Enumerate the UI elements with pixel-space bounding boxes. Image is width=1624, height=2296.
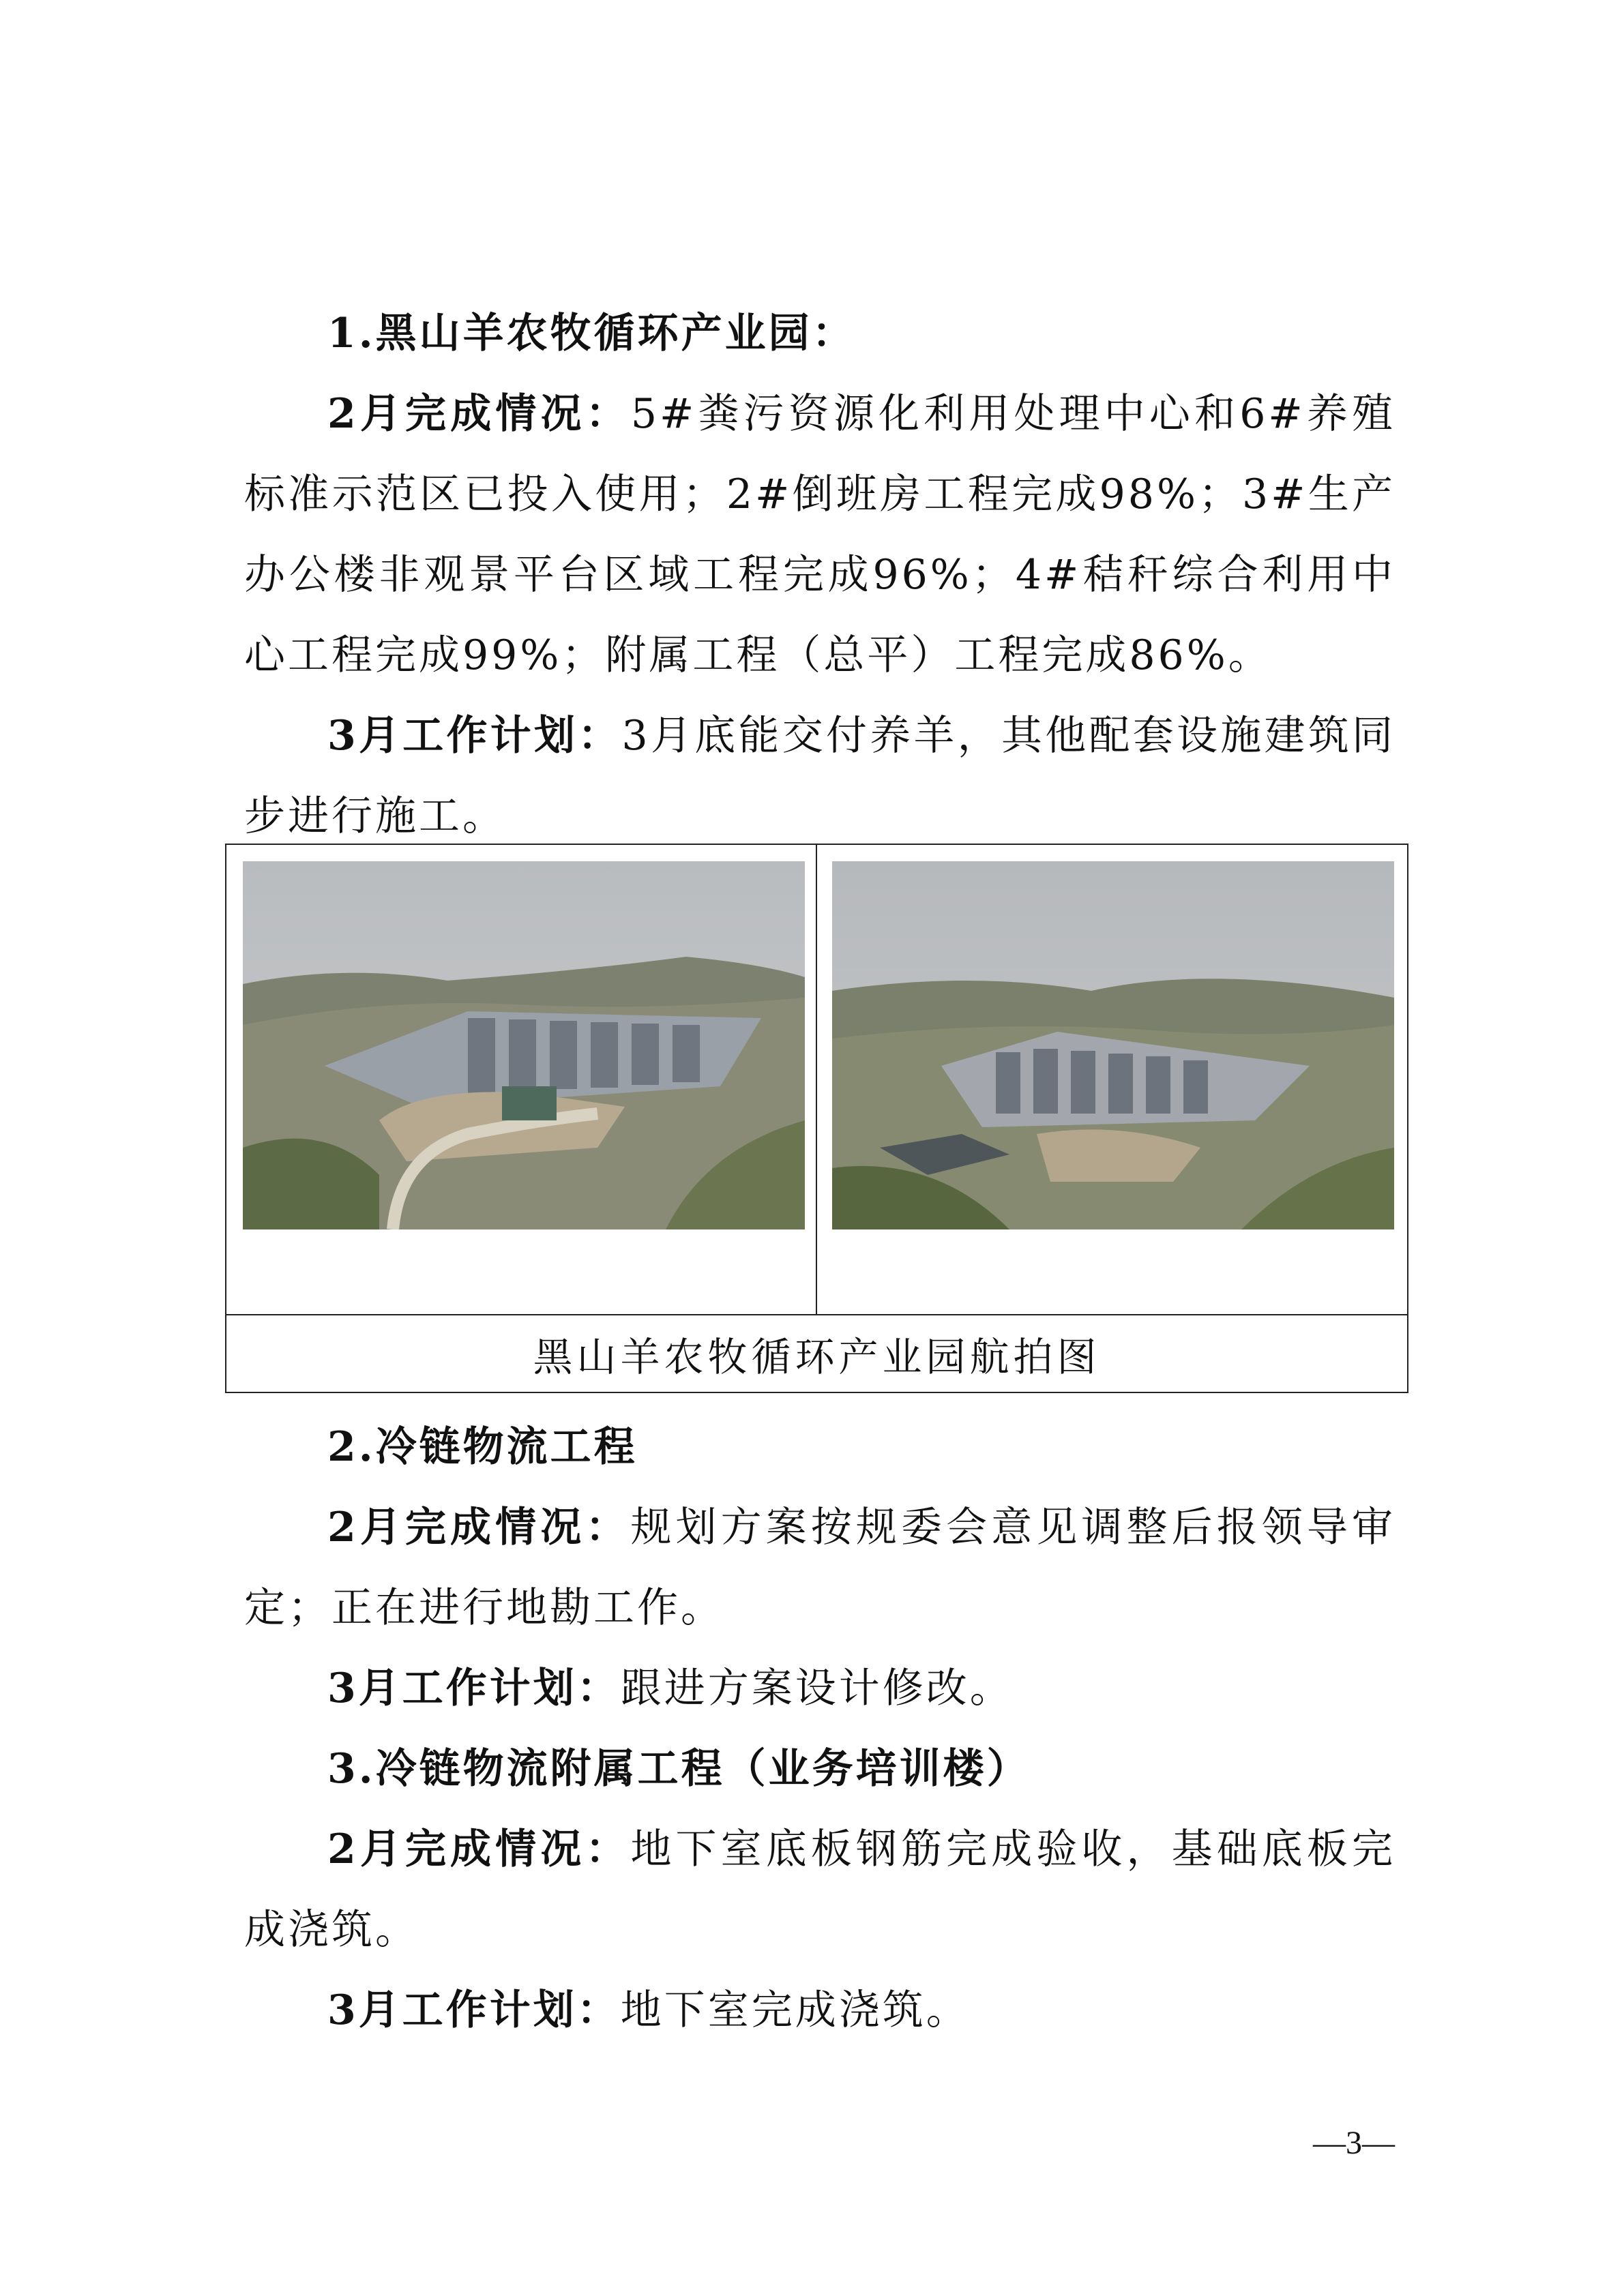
progress-text: 规划方案按规委会意见调整后报领导审定；正在进行地勘工作。	[244, 1504, 1396, 1632]
section-1-heading: 1.黑山羊农牧循环产业园：	[327, 310, 856, 357]
section-3-progress	[244, 1809, 1396, 1970]
plan-label: 3月工作计划：	[327, 1986, 621, 2034]
plan-label: 3月工作计划：	[327, 712, 622, 760]
progress-label: 2月完成情况：	[327, 1504, 631, 1551]
section-2-heading: 2.冷链物流工程	[327, 1423, 638, 1471]
progress-label: 2月完成情况：	[327, 390, 631, 438]
section-3-plan	[244, 1970, 1396, 2051]
plan-text: 跟进方案设计修改。	[620, 1665, 1014, 1712]
section-1-progress	[244, 374, 1396, 696]
progress-text: 5#粪污资源化利用处理中心和6#养殖标准示范区已投入使用；2#倒班房工程完成98%；3#生产办公楼非观景平台区域工程完成96%；4#秸秆综合利用中心工程完成99%；附属工程（总平）工程完成86%。	[244, 390, 1396, 679]
plan-label: 3月工作计划：	[327, 1665, 621, 1712]
progress-label: 2月完成情况：	[327, 1825, 631, 1873]
photo-row	[226, 845, 1407, 1315]
plan-text: 地下室完成浇筑。	[620, 1986, 970, 2034]
page-number: —3—	[1313, 2125, 1395, 2161]
section-2-progress	[244, 1487, 1396, 1648]
figure-caption: 黑山羊农牧循环产业园航拍图	[533, 1334, 1101, 1380]
photo-table	[225, 844, 1408, 1393]
column-divider	[816, 845, 817, 1314]
section-1-plan	[244, 696, 1396, 856]
section-2-plan	[244, 1648, 1396, 1729]
aerial-photo-right	[832, 861, 1394, 1229]
section-3-heading: 3.冷链物流附属工程（业务培训楼）	[327, 1745, 1031, 1793]
plan-text: 3月底能交付养羊，其他配套设施建筑同步进行施工。	[244, 712, 1396, 840]
progress-text: 地下室底板钢筋完成验收，基础底板完成浇筑。	[244, 1825, 1396, 1954]
aerial-photo-left	[243, 861, 805, 1229]
